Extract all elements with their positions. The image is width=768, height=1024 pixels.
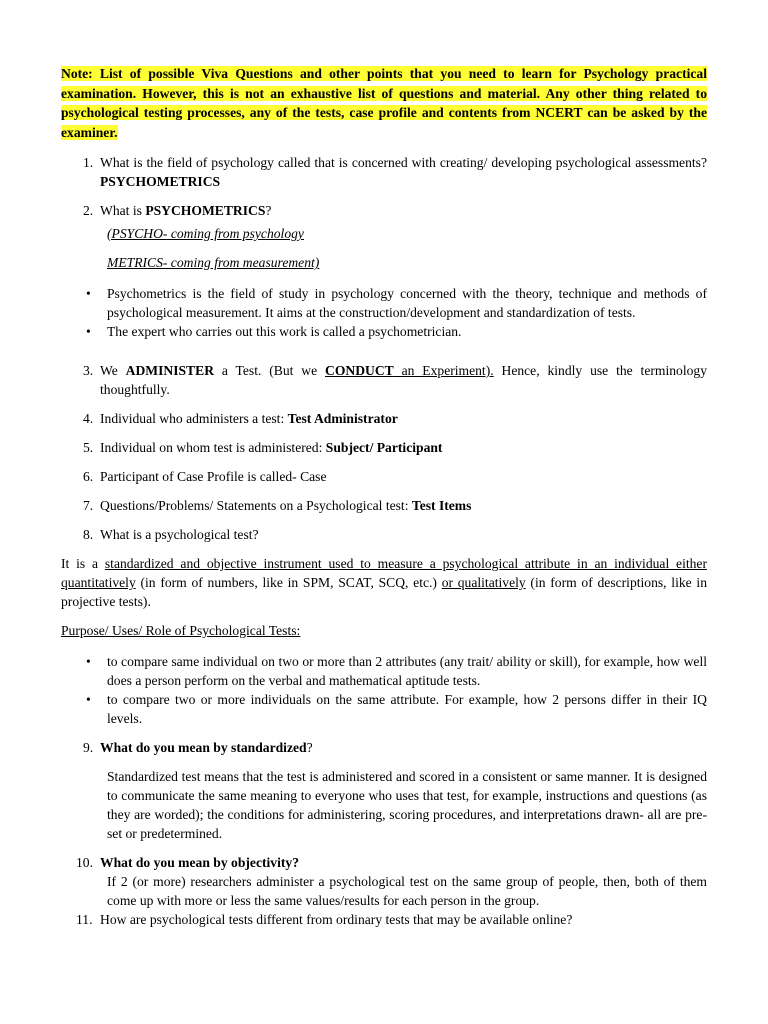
question-9 <box>61 738 707 757</box>
question-4 <box>61 409 707 428</box>
question-text: What is a psychological test? <box>100 527 259 542</box>
standardized-answer: Standardized test means that the test is administered and scored in a consistent or same manner. It is designed to communicate the same meaning to everyone who uses that test, for example, instructions and questions (as they are worded); the conditions for administering, scoring procedures, and interpretations drawn- all are pre-set or predetermined. <box>107 769 707 841</box>
question-7 <box>61 496 707 515</box>
question-text: Hence, kindly use the terminology thoughtfully. <box>100 363 707 397</box>
question-6 <box>61 467 707 486</box>
question-text: a Test. (But we <box>214 363 325 378</box>
question-number: 11. <box>76 912 93 927</box>
psycho-line: (PSYCHO- coming from psychology <box>107 226 304 241</box>
question-2 <box>61 201 707 220</box>
bullet-item <box>61 322 707 341</box>
def-text: It is a <box>61 556 105 571</box>
note-paragraph <box>61 64 707 142</box>
metrics-line: METRICS- coming from measurement) <box>107 255 320 270</box>
experiment-underlined: an Experiment). <box>393 363 494 378</box>
question-text: Questions/Problems/ Statements on a Psychological test: <box>100 498 412 513</box>
bullet-icon: • <box>86 324 91 339</box>
question-text: How are psychological tests different from ordinary tests that may be available online? <box>100 912 573 927</box>
bullet-icon: • <box>86 286 91 301</box>
answer-bold: Subject/ Participant <box>325 440 443 455</box>
administer-bold: ADMINISTER <box>125 363 215 378</box>
bullet-item <box>61 690 707 728</box>
objectivity-answer: If 2 (or more) researchers administer a psychological test on the same group of people, then, both of them come up with more or less the same values/results for each person in the group. <box>107 874 707 908</box>
answer-bold: PSYCHOMETRICS <box>100 174 221 189</box>
question-number: 6. <box>83 469 94 484</box>
question-5 <box>61 438 707 457</box>
definition-paragraph <box>61 554 707 611</box>
question-3 <box>61 361 707 399</box>
question-11 <box>61 910 707 929</box>
question-number: 5. <box>83 440 94 455</box>
answer-bold: Test Administrator <box>287 411 398 426</box>
bullet-item <box>61 284 707 322</box>
question-10 <box>61 853 707 872</box>
bullet-icon: • <box>86 654 91 669</box>
question-number: 4. <box>83 411 94 426</box>
question-text: What is <box>100 203 146 218</box>
question-number: 3. <box>83 363 94 378</box>
document-page <box>61 64 707 929</box>
bullet-text: Psychometrics is the field of study in psychology concerned with the theory, technique and methods of psychological measurement. It aims at the construction/development and standardization of tests. <box>107 286 707 320</box>
question-number: 7. <box>83 498 94 513</box>
purpose-heading: Purpose/ Uses/ Role of Psychological Tests: <box>61 623 301 638</box>
question-mark: ? <box>265 203 272 218</box>
def-underlined: or qualitatively <box>441 575 526 590</box>
question-text: What is the field of psychology called that is concerned with creating/ developing psychological assessments? <box>100 155 707 170</box>
bullet-item <box>61 652 707 690</box>
question-number: 9. <box>83 740 94 755</box>
question-8 <box>61 525 707 544</box>
question-text: Individual on whom test is administered: <box>100 440 326 455</box>
bullet-icon: • <box>86 692 91 707</box>
bullet-text: to compare two or more individuals on the same attribute. For example, how 2 persons differ in their IQ levels. <box>107 692 707 726</box>
question-text: We <box>100 363 126 378</box>
question-mark: ? <box>306 740 313 755</box>
bullet-text: to compare same individual on two or more than 2 attributes (any trait/ ability or skill), for example, how well does a person perform on the verbal and mathematical aptitude tests. <box>107 654 707 688</box>
question-number: 8. <box>83 527 94 542</box>
question-bold: What do you mean by standardized <box>100 740 307 755</box>
answer-bold: PSYCHOMETRICS <box>145 203 266 218</box>
def-underlined: standardized and objective instrument used to measure a psychological attribute in an individual either quantitatively <box>61 556 707 590</box>
question-text: Individual who administers a test: <box>100 411 288 426</box>
question-1 <box>61 153 707 191</box>
def-text: (in form of numbers, like in SPM, SCAT, SCQ, etc.) <box>135 575 442 590</box>
conduct-bold: CONDUCT <box>325 363 394 378</box>
question-number: 10. <box>76 855 93 870</box>
bullet-text: The expert who carries out this work is called a psychometrician. <box>107 324 462 339</box>
question-text: Participant of Case Profile is called- Case <box>100 469 327 484</box>
def-text: (in form of descriptions, like in projective tests). <box>61 575 708 609</box>
question-number: 2. <box>83 203 94 218</box>
question-number: 1. <box>83 155 94 170</box>
note-highlight: Note: List of possible Viva Questions and other points that you need to learn for Psychology practical examination. However, this is not an exhaustive list of questions and material. Any other thing related to psychological testing processes, any of the tests, case profile and contents from NCERT can be asked by the examiner. <box>61 66 707 140</box>
answer-bold: Test Items <box>411 498 472 513</box>
question-bold: What do you mean by objectivity? <box>100 855 300 870</box>
